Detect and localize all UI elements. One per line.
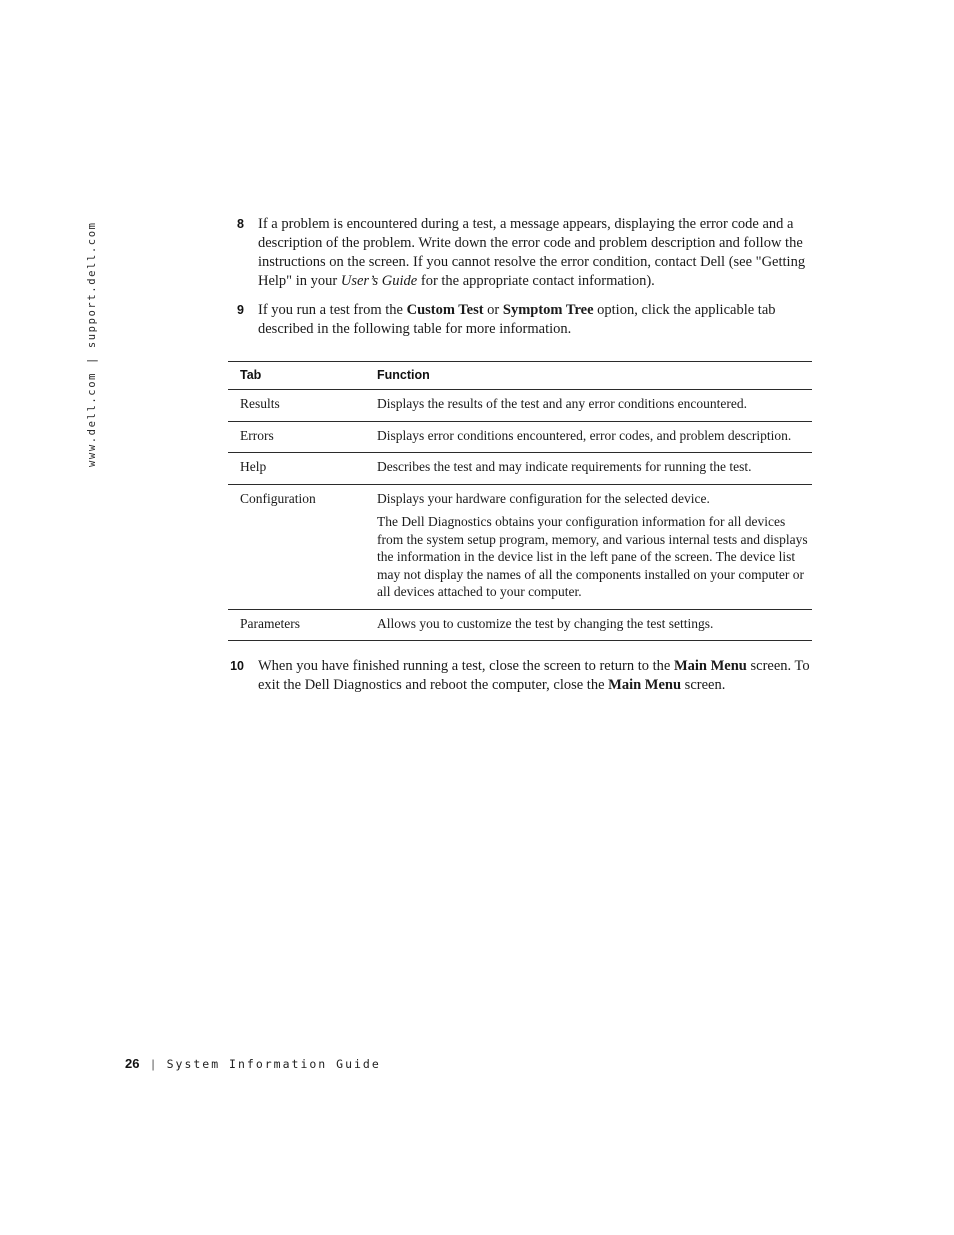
footer-divider: | — [151, 1057, 155, 1071]
step-text-segment: When you have finished running a test, close the screen to return to the — [258, 658, 674, 674]
table-cell-tab: Errors — [240, 427, 274, 443]
table-row — [228, 390, 812, 422]
table-cell-function — [377, 395, 812, 413]
step-text-segment: Main Menu — [608, 677, 682, 693]
step-text-segment: Main Menu — [673, 658, 747, 674]
table-cell-tab: Configuration — [240, 490, 316, 506]
table-cell-paragraph: Displays your hardware configuration for the selected device. — [377, 490, 710, 506]
step-text-segment: User’s Guide — [340, 273, 418, 289]
step-text — [258, 301, 812, 339]
step-text-segment: If a problem is encountered during a test, a message appears, displaying the error code and a description of the problem. Write down the error code and problem description and follow the instructions on the screen. If you cannot resolve the error condition, contact Dell (see "Getting Help" in your — [258, 216, 806, 289]
step-text-segment: screen. To exit the Dell Diagnostics and reboot the computer, close the — [258, 658, 810, 693]
step-item-10 — [228, 657, 812, 695]
table-row — [228, 422, 812, 454]
step-text-segment: Custom Test — [406, 302, 484, 318]
tab-function-table — [228, 361, 812, 641]
step-item-8 — [228, 215, 812, 291]
step-text — [258, 657, 812, 695]
step-number: 8 — [237, 217, 244, 231]
table-row — [228, 485, 812, 610]
step-text-segment: If you run a test from the — [258, 302, 407, 318]
table-cell-paragraph: Displays the results of the test and any error conditions encountered. — [377, 396, 748, 411]
table-cell-function — [377, 427, 812, 445]
table-row — [228, 610, 812, 642]
table-header-row — [228, 361, 812, 390]
footer-title: System Information Guide — [166, 1057, 381, 1071]
table-header-function: Function — [377, 368, 430, 382]
table-cell-function — [377, 615, 812, 633]
page-number: 26 — [125, 1056, 140, 1071]
table-cell-paragraph: Describes the test and may indicate requirements for running the test. — [377, 459, 752, 474]
table-cell-paragraph: Allows you to customize the test by changing the test settings. — [377, 615, 714, 631]
table-row — [228, 453, 812, 485]
step-text-segment: screen. — [681, 677, 726, 693]
page-footer — [125, 1056, 381, 1071]
sidebar-url-text: www.dell.com | support.dell.com — [86, 221, 98, 467]
table-cell-paragraph: The Dell Diagnostics obtains your configuration information for all devices from the system setup program, memory, and various internal tests and displays the information in the device list in the left pane of the screen. The device list may not display the names of all the components installed on your computer or all devices attached to your computer. — [377, 514, 808, 599]
table-cell-paragraph: Displays error conditions encountered, error codes, and problem description. — [377, 427, 792, 443]
step-text-segment: or — [483, 302, 503, 318]
table-cell-tab: Results — [240, 396, 280, 411]
table-cell-function — [377, 490, 812, 601]
table-header-tab: Tab — [240, 368, 262, 382]
table-cell-tab: Help — [240, 459, 267, 474]
table-body — [228, 390, 812, 641]
step-number: 10 — [230, 659, 244, 673]
step-text — [258, 215, 812, 291]
step-text-segment: Symptom Tree — [502, 302, 594, 318]
step-number: 9 — [237, 303, 244, 317]
main-content — [228, 215, 812, 705]
step-text-segment: option, click the applicable tab described in the following table for more information. — [258, 302, 776, 337]
table-cell-function — [377, 458, 812, 476]
step-text-segment: for the appropriate contact information). — [417, 273, 655, 289]
table-cell-tab: Parameters — [240, 615, 300, 631]
step-item-9 — [228, 301, 812, 339]
